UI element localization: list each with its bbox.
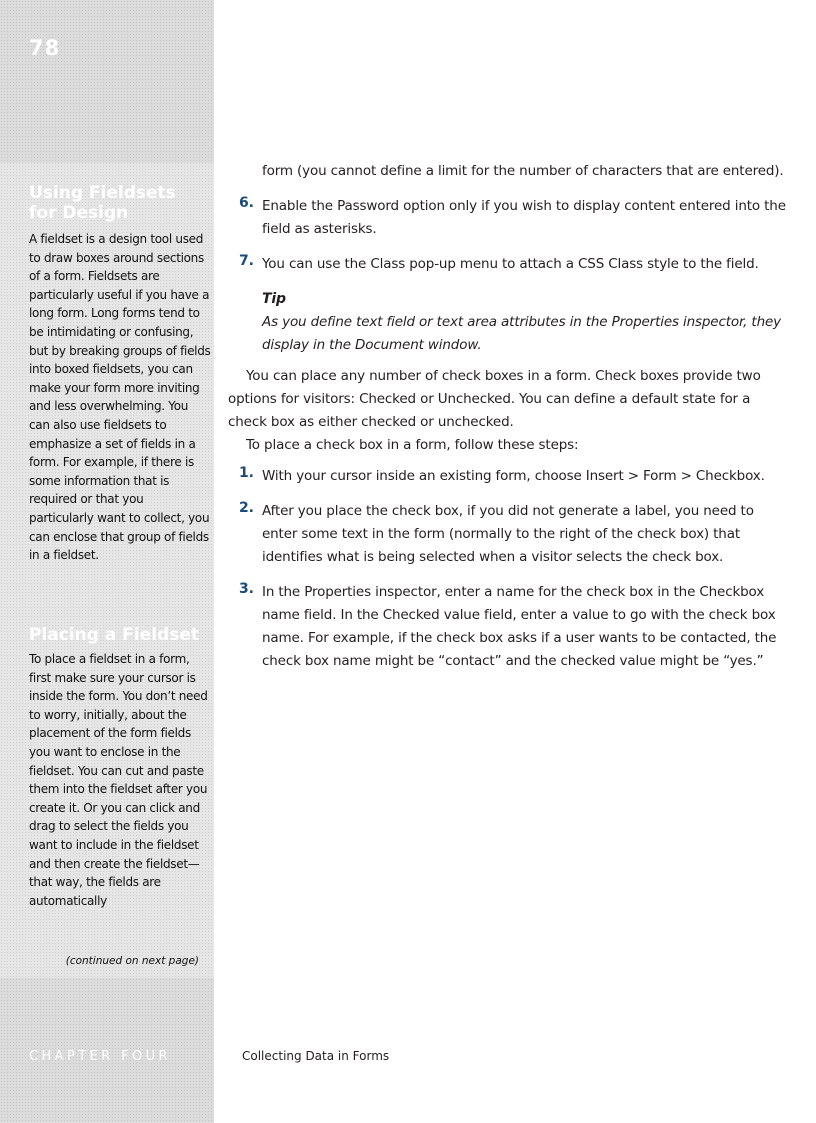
footer-chapter-title: Collecting Data in Forms	[242, 1049, 390, 1063]
step-1	[228, 465, 788, 488]
step-number: 3.	[238, 581, 254, 597]
tip-title: Tip	[262, 291, 286, 307]
step-number: 2.	[238, 500, 254, 516]
step-7	[228, 253, 788, 276]
sidebar-header-band	[0, 0, 214, 163]
page-number: 78	[29, 36, 61, 60]
sidebar-text-fieldsets: A fieldset is a design tool used to draw boxes around sections of a form. Fieldsets are particularly useful if you have a long form. Long forms tend to be intimidating or confusing, but by breaking groups of fields into boxed fieldsets, you can make your form more inviting and less overwhelming. You can also use fieldsets to emphasize a set of fields in a form. For example, if there is some information that is required or that you particularly want to collect, you can enclose that group of fields in a fieldset.	[29, 232, 211, 563]
sidebar-heading-fieldsets: Using Fieldsets for Design	[29, 183, 176, 223]
step-text: Enable the Password option only if you wish to display content entered into the field as asterisks.	[262, 198, 786, 237]
tip-box	[228, 288, 788, 357]
sidebar	[0, 0, 214, 1123]
step-text: In the Properties inspector, enter a name for the check box in the Checkbox name field. In the Checked value field, enter a value to go with the check box name. For example, if the check box asks if a user wants to be contacted, the check box name might be “contact” and the checked value might be “yes.”	[262, 584, 777, 669]
continuation-text: form (you cannot define a limit for the number of characters that are entered).	[262, 163, 784, 179]
sidebar-text-placing: To place a fieldset in a form, first make sure your cursor is inside the form. You don’t need to worry, initially, about the placement of the form fields you want to enclose in the fieldset. You can cut and paste them into the fieldset after you create it. Or you can click and drag to select the fields you want to include in the fieldset and then create the fieldset—that way, the fields are automatically	[29, 652, 208, 908]
main-content	[228, 160, 788, 673]
step-number: 1.	[238, 465, 254, 481]
step-text: You can use the Class pop-up menu to attach a CSS Class style to the field.	[262, 256, 759, 272]
body-paragraph: You can place any number of check boxes in a form. Check boxes provide two options for visitors: Checked or Unchecked. You can define a default state for a check box as either checked or unchecked.	[228, 368, 761, 430]
step-number: 6.	[238, 195, 254, 211]
chapter-label: CHAPTER FOUR	[29, 1049, 171, 1064]
body-paragraph: To place a check box in a form, follow these steps:	[246, 437, 579, 453]
sidebar-heading-placing: Placing a Fieldset	[29, 625, 199, 645]
step-3	[228, 581, 788, 673]
step-2	[228, 500, 788, 569]
tip-text: As you define text field or text area attributes in the Properties inspector, they display in the Document window.	[262, 314, 781, 353]
step-text: With your cursor inside an existing form, choose Insert > Form > Checkbox.	[262, 468, 765, 484]
step-number: 7.	[238, 253, 254, 269]
continued-note: (continued on next page)	[65, 955, 199, 967]
step-text: After you place the check box, if you did not generate a label, you need to enter some text in the form (normally to the right of the check box) that identifies what is being selected when a visitor selects the check box.	[262, 503, 754, 565]
step-6	[228, 195, 788, 241]
